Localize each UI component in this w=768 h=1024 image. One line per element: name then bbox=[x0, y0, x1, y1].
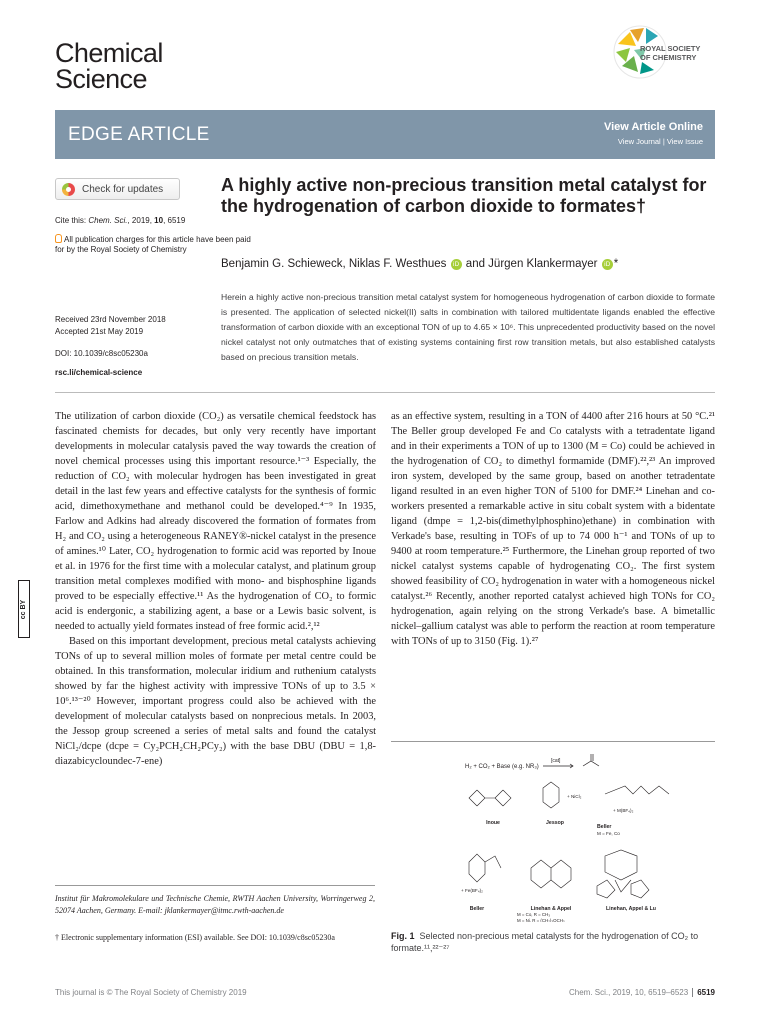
body-paragraph: The utilization of carbon dioxide (CO₂) as versatile chemical feedstock has fascinated chemists for decades, but only very recently have important developments in molecular catalysis paved the way towards the creation of novel chemical processes using this important resource.¹⁻³ Especially, the reduction of CO₂ with molecular hydrogen has been investigated in great detail in the last few years and effective catalysts for the synthesis of formic acid, dimethoxymethane and methanol could be developed.⁴⁻⁹ In 1935, Farlow and Adkins had already discovered the formation of formates from H₂ and CO₂ using a heterogeneous RANEY®-nickel catalyst in the presence of amines.¹⁰ Later, CO₂ hydrogenation to formic acid was reported by Inoue et al. in 1976 for the first time with a molecular catalyst, and platinum group transition metal complexes modified with mono- and bisphosphine ligands proved to be especially effective.¹¹ As the hydrogenation of CO₂ to formic acid is endergonic, a stabilizing agent, a base or a Lewis basic solvent, is needed to actually yield formates instead of free formic acid.²,¹² bbox=[55, 411, 376, 632]
corresponding-mark: * bbox=[613, 258, 619, 270]
jessop-structure bbox=[543, 782, 559, 808]
iron-salt-label: + Fe(BF₄)₂ bbox=[461, 888, 483, 893]
nickel-salt-label: + NiCl₂ bbox=[567, 794, 582, 799]
figure-label: Beller bbox=[469, 906, 485, 912]
beller-tetradentate-structure bbox=[605, 786, 669, 794]
publisher-name bbox=[640, 45, 700, 62]
journal-name bbox=[55, 40, 163, 92]
article-type-label: EDGE ARTICLE bbox=[68, 124, 210, 145]
cite-volume: 10 bbox=[154, 216, 164, 225]
check-for-updates-label: Check for updates bbox=[82, 183, 164, 195]
reaction-text: H₂ + CO₂ + Base (e.g. NR₃) bbox=[465, 764, 539, 770]
cite-year: , 2019, bbox=[127, 216, 155, 225]
body-column-left bbox=[55, 409, 376, 769]
linehan-appel-lu-structure bbox=[597, 850, 649, 898]
body-column-right bbox=[391, 409, 715, 649]
cite-prefix: Cite this: bbox=[55, 216, 89, 225]
body-paragraph: as an effective system, resulting in a TON of 4400 after 216 hours at 50 °C.²¹ The Beller group developed Fe and Co catalysts with a tetradentate ligand and in their experiments a TON of up to 1300 (M = Co) could be achieved in the hydrogenation of CO₂ to dimethyl formamide (DMF).²²,²³ An improved iron system, developed by the same group, based on another tetradentate ligand resulted in an even higher TON of 5100 for DMF.²⁴ Linehan and co-workers presented a remarkable active in situ cobalt system with a bidentate ligand (dmpe = 1,2-bis(dimethylphosphino)ethane) in combination with Verkade's base, resulting in TOFs of up to 74 000 h⁻¹ and TONs of up to 9400 at room temperature.²⁵ Furthermore, the Linehan group reported of two nickel catalyst systems capable of hydrogenating CO₂. The first system showed feasibility of CO₂ hydrogenation in water with a homogeneous nickel catalyst.²⁶ Recently, another reported catalyst achieved high TONs for CO₂ hydrogenation, again relying on the strong Verkade's base. A bimetallic nickel–gallium catalyst was able to perform the reaction at room temperature with TONs of up to 3150 (Fig. 1).²⁷ bbox=[391, 411, 715, 647]
author-list bbox=[221, 258, 618, 270]
beller-metal-note: M = Fe, Co bbox=[597, 831, 620, 836]
affiliation-footnote: Institut für Makromolekulare und Technische Chemie, RWTH Aachen University, Worringerweg 2, 52074 Aachen, Germany. E-mail: jklankermayer@itmc.rwth-aachen.de bbox=[55, 894, 375, 915]
footnote-divider bbox=[55, 885, 375, 886]
figure-label: Linehan & Appel bbox=[530, 906, 572, 912]
view-links bbox=[618, 137, 703, 146]
journal-name-line2: Science bbox=[55, 64, 147, 94]
publisher-line1: ROYAL SOCIETY bbox=[640, 44, 701, 53]
figure-caption-label: Fig. 1 bbox=[391, 931, 415, 941]
crossmark-icon bbox=[62, 183, 75, 196]
accepted-date: Accepted 21st May 2019 bbox=[55, 327, 144, 336]
figure-label: Jessop bbox=[546, 820, 564, 826]
cite-journal: Chem. Sci. bbox=[88, 216, 128, 225]
view-article-online-link[interactable]: View Article Online bbox=[603, 121, 703, 133]
linehan-metal-note-2: M = Ni, R = (CH₂)₃OCH₃ bbox=[517, 918, 565, 922]
linehan-metal-note-1: M = Co, R = CH₃ bbox=[517, 912, 551, 917]
article-title: A highly active non-precious transition metal catalyst for the hydrogenation of carbon dioxide to formates† bbox=[221, 175, 707, 216]
shortlink[interactable]: rsc.li/chemical-science bbox=[55, 368, 143, 377]
cc-license-label: cc BY bbox=[20, 599, 28, 619]
figure-divider bbox=[391, 741, 715, 742]
figure-caption bbox=[391, 930, 715, 954]
body-paragraph: Based on this important development, precious metal catalysts achieving TONs of up to several million moles of formate per metal centre could be obtained. In this transformation, molecular iridium and ruthenium catalysts showed by far the highest activity with impressive TONs of up to 3.5 × 10⁶.¹³⁻²⁰ However, important progress could also be achieved with the development of molecular catalysts based on nonprecious metals. In 2003, the Jessop group screened a series of metal salts and found the catalyst NiCl₂/dcpe (dcpe = Cy₂PCH₂CH₂PCy₂) with the base DBU (DBU = 1,8-diazabicycloundec-7-ene) bbox=[55, 636, 376, 767]
footer-citation-text: Chem. Sci., 2019, 10, 6519–6523 bbox=[569, 988, 689, 997]
cite-pages: , 6519 bbox=[163, 216, 186, 225]
formate-structure bbox=[583, 754, 599, 766]
divider bbox=[55, 392, 715, 393]
footer-citation bbox=[569, 988, 715, 997]
view-issue-link[interactable]: View Issue bbox=[666, 137, 703, 146]
cc-license-badge[interactable] bbox=[18, 580, 30, 638]
check-for-updates-button[interactable] bbox=[55, 178, 180, 200]
received-date: Received 23rd November 2018 bbox=[55, 315, 166, 324]
figure-label: Linehan, Appel & Lu bbox=[606, 906, 656, 912]
journal-name-line1: Chemical bbox=[55, 38, 163, 68]
figure-1-catalyst-structures bbox=[455, 752, 725, 922]
doi[interactable]: DOI: 10.1039/c8sc05230a bbox=[55, 349, 148, 358]
article-type-banner bbox=[55, 110, 715, 159]
footer-copyright: This journal is © The Royal Society of Chemistry 2019 bbox=[55, 988, 247, 997]
open-access-icon bbox=[55, 234, 62, 243]
linehan-appel-structure bbox=[531, 860, 571, 888]
inoue-structure bbox=[469, 790, 511, 806]
catalyst-label: [cat] bbox=[551, 758, 561, 764]
publisher-line2: OF CHEMISTRY bbox=[640, 52, 697, 62]
page-number: 6519 bbox=[692, 988, 715, 997]
orcid-icon[interactable]: iD bbox=[602, 259, 613, 270]
figure-label: Inoue bbox=[486, 820, 500, 826]
orcid-icon[interactable]: iD bbox=[451, 259, 462, 270]
open-access-text: All publication charges for this article have been paid for by the Royal Society of Chemistry bbox=[55, 235, 251, 254]
esi-footnote: † Electronic supplementary information (ESI) available. See DOI: 10.1039/c8sc05230a bbox=[55, 933, 335, 942]
citation bbox=[55, 216, 185, 226]
authors-first: Benjamin G. Schieweck, Niklas F. Westhues bbox=[221, 258, 447, 270]
link-separator: | bbox=[660, 137, 667, 146]
open-access-note bbox=[55, 234, 255, 255]
figure-label: Beller bbox=[597, 824, 612, 830]
figure-caption-text: Selected non-precious metal catalysts for the hydrogenation of CO₂ to formate.¹¹,²²⁻²⁷ bbox=[391, 931, 699, 953]
view-journal-link[interactable]: View Journal bbox=[617, 137, 661, 146]
metal-salt-label: + M(BF₄)₂ bbox=[613, 808, 634, 813]
abstract: Herein a highly active non-precious transition metal catalyst system for homogeneous hydrogenation of carbon dioxide to formate is presented. The application of selected nickel(II) salts in combination with tailored multidentate ligands enabled the effective transformation of carbon dioxide with an exceptional TON of up to 4.65 × 10⁶. This unprecedented productivity based on the novel nickel catalyst not only outmatches that of existing systems containing first row transition metals, but also established catalysts based on precious transition metals. bbox=[221, 292, 715, 362]
authors-last: and Jürgen Klankermayer bbox=[462, 258, 598, 270]
beller-iron-structure bbox=[469, 854, 501, 882]
